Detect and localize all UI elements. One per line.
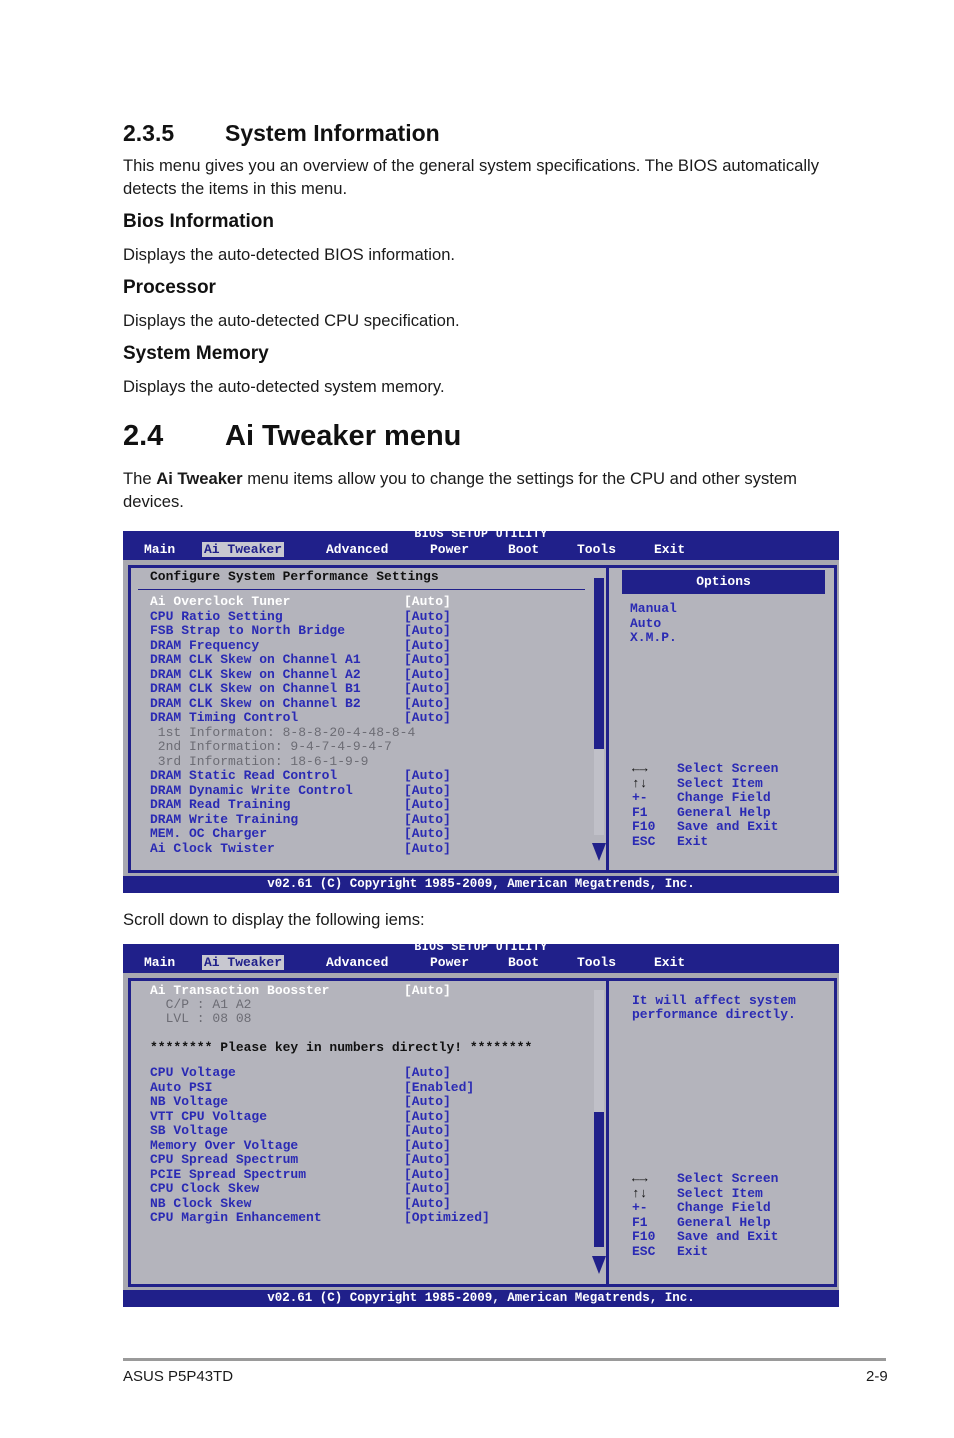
footer-rule [123,1358,886,1361]
system-memory-desc: Displays the auto-detected system memory. [123,377,445,396]
section-title: System Information [225,120,440,146]
setting-value[interactable]: [Auto] [404,594,451,609]
bios-title: BIOS SETUP UTILITY [414,941,548,954]
setting-value[interactable]: [Auto] [404,1108,451,1124]
setting-dram-clk-skew-on-channel-b2[interactable]: DRAM CLK Skew on Channel B2 [150,695,361,711]
setting-value[interactable]: [Auto] [404,695,451,711]
menu-advanced[interactable]: Advanced [326,542,389,557]
scrollbar-thumb[interactable] [594,578,604,749]
setting-ai-overclock-tuner[interactable]: Ai Overclock Tuner [150,594,291,609]
scrollbar-thumb[interactable] [594,1112,604,1247]
key-esc: ESC [632,833,656,849]
section-number: 2.4 [123,420,164,452]
setting-dram-dynamic-write-control[interactable]: DRAM Dynamic Write Control [150,782,353,798]
up-down-arrows-icon: ↑↓ [632,1185,648,1201]
menu-advanced[interactable]: Advanced [326,955,389,970]
setting-cpu-spread-spectrum[interactable]: CPU Spread Spectrum [150,1152,299,1167]
menu-boot[interactable]: Boot [508,542,540,557]
setting-fsb-strap-to-north-bridge[interactable]: FSB Strap to North Bridge [150,623,346,638]
setting-value[interactable]: [Auto] [404,1137,451,1153]
section-2-4-intro [123,467,843,513]
setting-value[interactable]: [Auto] [404,1166,451,1182]
setting-memory-over-voltage[interactable]: Memory Over Voltage [150,1137,299,1153]
key-action-change-field: Change Field [677,790,771,805]
key-action-select-item: Select Item [677,775,763,791]
setting-value[interactable]: [Auto] [404,983,451,998]
setting-value[interactable]: [Auto] [404,608,451,624]
key-f10: F10 [632,819,656,834]
menu-exit[interactable]: Exit [654,955,686,970]
scroll-note: Scroll down to display the following iems: [123,910,425,929]
menu-exit[interactable]: Exit [654,542,686,557]
setting-dram-frequency[interactable]: DRAM Frequency [150,637,260,653]
setting-1st-informaton-8-8-8-20-4-48-8-4: 1st Informaton: 8-8-8-20-4-48-8-4 [150,724,416,740]
option-auto[interactable]: Auto [630,616,662,631]
bios-copyright: v02.61 (C) Copyright 1985-2009, American Megatrends, Inc. [123,876,839,893]
option-xmp[interactable]: X.M.P. [630,630,677,645]
setting-nb-voltage[interactable]: NB Voltage [150,1094,229,1109]
section-2-3-5-intro: This menu gives you an overview of the general system specifications. The BIOS automatically detects the items in this menu. [123,156,820,198]
up-down-arrows-icon: ↑↓ [632,775,648,791]
setting-value[interactable]: [Enabled] [404,1079,475,1095]
menu-main[interactable]: Main [144,542,176,557]
setting-value[interactable]: [Auto] [404,1123,451,1138]
menu-tools[interactable]: Tools [577,542,617,557]
setting-value[interactable]: [Auto] [404,1181,451,1196]
intro-text: menu items allow you to change the settings for the CPU and other system devices. [123,469,797,511]
menu-ai-tweaker[interactable]: Ai Tweaker [204,955,283,970]
setting-value[interactable]: [Auto] [404,666,451,682]
setting-value[interactable]: [Auto] [404,623,451,638]
bios-copyright: v02.61 (C) Copyright 1985-2009, American Megatrends, Inc. [123,1290,839,1307]
setting-2nd-information-9-4-7-4-9-4-7: 2nd Information: 9-4-7-4-9-4-7 [150,739,392,754]
setting-value[interactable]: [Auto] [404,1152,451,1167]
scroll-down-arrow-icon[interactable] [592,1256,606,1274]
setting-value[interactable]: [Auto] [404,681,451,696]
setting-value[interactable]: [Auto] [404,768,451,783]
cp-line: C/P : A1 A2 [150,997,252,1012]
setting-value[interactable]: [Auto] [404,811,451,827]
setting-vtt-cpu-voltage[interactable]: VTT CPU Voltage [150,1108,268,1124]
processor-desc: Displays the auto-detected CPU specification. [123,311,460,330]
help-text-line: performance directly. [632,1007,796,1022]
key-action-change-field: Change Field [677,1200,771,1215]
menu-main[interactable]: Main [144,955,176,970]
key-action-select-screen: Select Screen [677,1171,779,1186]
bios-divider [606,978,609,1287]
lvl-line: LVL : 08 08 [150,1011,252,1026]
setting-3rd-information-18-6-1-9-9: 3rd Information: 18-6-1-9-9 [150,753,369,769]
key-action-exit: Exit [677,833,709,849]
setting-value[interactable]: [Auto] [404,840,451,856]
setting-pcie-spread-spectrum[interactable]: PCIE Spread Spectrum [150,1166,307,1182]
key-esc: ESC [632,1243,656,1259]
setting-auto-psi[interactable]: Auto PSI [150,1079,213,1095]
setting-value[interactable]: [Auto] [404,826,451,841]
key-f1: F1 [632,1214,648,1230]
setting-value[interactable]: [Auto] [404,797,451,812]
left-right-arrows-icon: ←→ [632,1171,648,1186]
settings-header: Configure System Performance Settings [150,569,439,584]
key-: +- [632,790,648,805]
option-manual[interactable]: Manual [630,601,677,616]
key-action-select-screen: Select Screen [677,761,779,776]
menu-tools[interactable]: Tools [577,955,617,970]
setting-cpu-voltage[interactable]: CPU Voltage [150,1065,236,1080]
menu-ai-tweaker[interactable]: Ai Tweaker [204,542,283,557]
key-f1: F1 [632,804,648,820]
setting-value[interactable]: [Auto] [404,782,451,798]
setting-value[interactable]: [Auto] [404,1094,451,1109]
footer-page-number: 2-9 [866,1368,888,1385]
setting-sb-voltage[interactable]: SB Voltage [150,1123,229,1138]
setting-mem-oc-charger[interactable]: MEM. OC Charger [150,826,268,841]
menu-power[interactable]: Power [430,542,470,557]
section-title: Ai Tweaker menu [225,420,462,452]
section-2-3-5-heading [123,120,440,147]
setting-dram-clk-skew-on-channel-a2[interactable]: DRAM CLK Skew on Channel A2 [150,666,361,682]
setting-dram-static-read-control[interactable]: DRAM Static Read Control [150,768,338,783]
help-text-line: It will affect system [632,993,796,1008]
setting-value[interactable]: [Auto] [404,1065,451,1080]
key-: +- [632,1200,648,1215]
bios-title: BIOS SETUP UTILITY [414,528,548,541]
setting-ai-transaction-boosster[interactable]: Ai Transaction Boosster [150,983,330,998]
bios-information-heading: Bios Information [123,211,274,232]
system-memory-heading: System Memory [123,343,269,364]
menu-power[interactable]: Power [430,955,470,970]
setting-value[interactable]: [Auto] [404,1195,451,1211]
processor-heading: Processor [123,277,216,298]
section-2-4-heading [123,420,461,453]
header-underline [138,589,585,590]
setting-dram-clk-skew-on-channel-b1[interactable]: DRAM CLK Skew on Channel B1 [150,681,361,696]
bios-information-desc: Displays the auto-detected BIOS information. [123,245,456,264]
setting-cpu-margin-enhancement[interactable]: CPU Margin Enhancement [150,1210,322,1225]
setting-value[interactable]: [Auto] [404,710,451,725]
setting-value[interactable]: [Auto] [404,637,451,653]
intro-bold: Ai Tweaker [156,469,243,488]
setting-value[interactable]: [Auto] [404,652,451,667]
scroll-down-arrow-icon[interactable] [592,843,606,861]
key-in-notice: ******** Please key in numbers directly! ******** [150,1040,533,1055]
options-title: Options [622,570,825,594]
key-action-save-and-exit: Save and Exit [677,819,779,834]
setting-nb-clock-skew[interactable]: NB Clock Skew [150,1195,252,1211]
setting-value[interactable]: [Optimized] [404,1210,490,1225]
bios-screen-1 [123,528,839,893]
setting-cpu-ratio-setting[interactable]: CPU Ratio Setting [150,608,283,624]
key-action-general-help: General Help [677,1214,771,1230]
key-action-exit: Exit [677,1243,709,1259]
intro-text: The [123,469,157,488]
key-action-select-item: Select Item [677,1185,763,1201]
left-right-arrows-icon: ←→ [632,761,648,776]
menu-boot[interactable]: Boot [508,955,540,970]
section-number: 2.3.5 [123,120,175,146]
key-action-general-help: General Help [677,804,771,820]
setting-ai-clock-twister[interactable]: Ai Clock Twister [150,840,275,856]
key-action-save-and-exit: Save and Exit [677,1229,779,1244]
footer-model: ASUS P5P43TD [123,1368,234,1385]
setting-dram-timing-control[interactable]: DRAM Timing Control [150,710,299,725]
bios-screen-2 [123,941,839,1307]
setting-dram-read-training[interactable]: DRAM Read Training [150,797,291,812]
key-f10: F10 [632,1229,656,1244]
setting-dram-clk-skew-on-channel-a1[interactable]: DRAM CLK Skew on Channel A1 [150,652,361,667]
bios-divider [606,565,609,873]
setting-dram-write-training[interactable]: DRAM Write Training [150,811,299,827]
setting-cpu-clock-skew[interactable]: CPU Clock Skew [150,1181,260,1196]
